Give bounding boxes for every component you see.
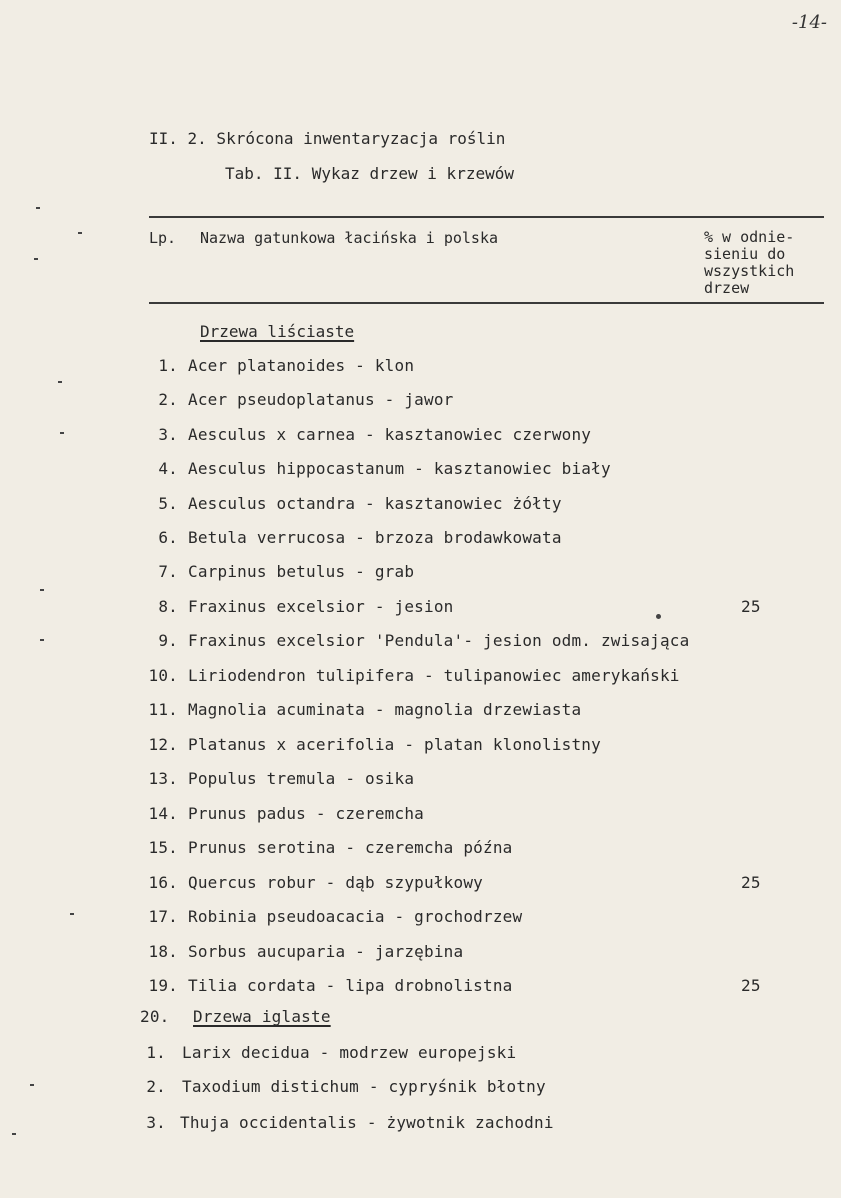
row-number: 4.: [158, 459, 178, 478]
row-number: 2.: [158, 390, 178, 409]
row-species: Tilia cordata - lipa drobnolistna: [188, 976, 513, 995]
row-percent: 25: [741, 976, 761, 995]
table-row: [0, 562, 841, 586]
scan-mark: [34, 258, 38, 260]
row-number: 9.: [158, 631, 178, 650]
page-number: -14-: [791, 12, 827, 33]
scan-mark: [40, 589, 44, 591]
row-species: Prunus serotina - czeremcha późna: [188, 838, 513, 857]
row-number: 10.: [148, 666, 178, 685]
scan-mark: [70, 913, 74, 915]
row-species: Aesculus octandra - kasztanowiec żółty: [188, 494, 562, 513]
table-top-rule: [149, 216, 824, 218]
row-percent: 25: [741, 873, 761, 892]
table-row: [0, 976, 841, 1000]
scan-mark: [78, 232, 82, 234]
table-row: [0, 838, 841, 862]
row-percent: 25: [741, 597, 761, 616]
row-species: Acer pseudoplatanus - jawor: [188, 390, 454, 409]
row-number: 11.: [148, 700, 178, 719]
row-species: Quercus robur - dąb szypułkowy: [188, 873, 483, 892]
table-row: [0, 735, 841, 759]
table-row: [0, 907, 841, 931]
table-row: [0, 804, 841, 828]
group-heading-coniferous: Drzewa iglaste: [193, 1007, 331, 1026]
row-species: Taxodium distichum - cypryśnik błotny: [182, 1077, 546, 1096]
row-species: Carpinus betulus - grab: [188, 562, 415, 581]
ink-spot: [656, 614, 661, 619]
table-row: [0, 356, 841, 380]
row-species: Fraxinus excelsior 'Pendula'- jesion odm. zwisająca: [188, 631, 690, 650]
table-row: [0, 597, 841, 621]
row-species: Larix decidua - modrzew europejski: [182, 1043, 517, 1062]
row-number: 13.: [148, 769, 178, 788]
group-number: 20.: [140, 1007, 170, 1026]
table-header-rule: [149, 302, 824, 304]
table-row: [0, 873, 841, 897]
scan-mark: [60, 432, 64, 434]
row-number: 1.: [146, 1043, 166, 1062]
table-row: [0, 942, 841, 966]
table-row: [0, 425, 841, 449]
row-species: Prunus padus - czeremcha: [188, 804, 424, 823]
row-species: Fraxinus excelsior - jesion: [188, 597, 454, 616]
row-number: 14.: [148, 804, 178, 823]
table-row: [0, 459, 841, 483]
table-row: [0, 700, 841, 724]
row-number: 8.: [158, 597, 178, 616]
row-number: 18.: [148, 942, 178, 961]
row-species: Liriodendron tulipifera - tulipanowiec amerykański: [188, 666, 680, 685]
row-species: Magnolia acuminata - magnolia drzewiasta: [188, 700, 582, 719]
row-number: 16.: [148, 873, 178, 892]
group-heading-deciduous: Drzewa liściaste: [200, 322, 355, 341]
scan-mark: [12, 1133, 16, 1135]
table-row: [0, 769, 841, 793]
table-row: [0, 528, 841, 552]
table-row: [0, 1077, 841, 1101]
scan-mark: [40, 639, 44, 641]
row-species: Aesculus x carnea - kasztanowiec czerwony: [188, 425, 592, 444]
row-number: 1.: [158, 356, 178, 375]
row-species: Betula verrucosa - brzoza brodawkowata: [188, 528, 562, 547]
row-number: 7.: [158, 562, 178, 581]
row-number: 6.: [158, 528, 178, 547]
table-row: [0, 390, 841, 414]
table-row: [0, 631, 841, 655]
table-row: [0, 1043, 841, 1067]
row-species: Aesculus hippocastanum - kasztanowiec biały: [188, 459, 611, 478]
row-number: 19.: [148, 976, 178, 995]
scan-mark: [58, 381, 62, 383]
row-species: Populus tremula - osika: [188, 769, 415, 788]
scan-mark: [30, 1084, 34, 1086]
row-number: 17.: [148, 907, 178, 926]
row-species: Thuja occidentalis - żywotnik zachodni: [180, 1113, 554, 1132]
header-percent: % w odnie- sieniu do wszystkich drzew: [704, 228, 795, 297]
table-row: [0, 1113, 841, 1137]
row-species: Acer platanoides - klon: [188, 356, 415, 375]
section-title: II. 2. Skrócona inwentaryzacja roślin: [149, 129, 506, 148]
group-heading-row: [0, 1007, 841, 1031]
row-species: Platanus x acerifolia - platan klonolistny: [188, 735, 601, 754]
row-number: 12.: [148, 735, 178, 754]
scan-mark: [36, 207, 40, 209]
row-number: 3.: [158, 425, 178, 444]
row-number: 2.: [146, 1077, 166, 1096]
row-number: 5.: [158, 494, 178, 513]
row-species: Robinia pseudoacacia - grochodrzew: [188, 907, 523, 926]
row-species: Sorbus aucuparia - jarzębina: [188, 942, 464, 961]
table-row: [0, 494, 841, 518]
table-row: [0, 666, 841, 690]
table-title: Tab. II. Wykaz drzew i krzewów: [225, 164, 514, 183]
row-number: 15.: [148, 838, 178, 857]
header-name: Nazwa gatunkowa łacińska i polska: [200, 229, 499, 247]
row-number: 3.: [146, 1113, 166, 1132]
header-lp: Lp.: [149, 229, 177, 247]
